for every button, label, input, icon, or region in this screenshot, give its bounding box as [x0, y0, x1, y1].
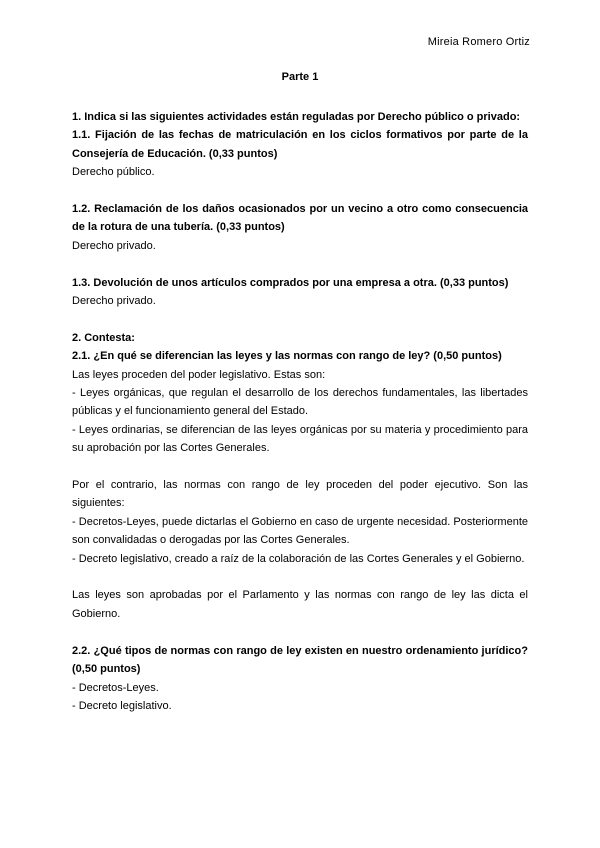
author-name: Mireia Romero Ortiz: [427, 36, 530, 48]
answer-2-2-item-2: - Decreto legislativo.: [72, 699, 172, 712]
section-1-heading: 1. Indica si las siguientes actividades están reguladas por Derecho público o privado:: [72, 111, 521, 123]
page-title: Parte 1: [281, 71, 319, 83]
answer-2-1-decree-laws: - Decretos-Leyes, puede dictarlas el Gobierno en caso de urgente necesidad. Posteriormente son convalidadas o derogadas por las Cortes Generales.: [72, 515, 528, 547]
question-2-1: 2.1. ¿En qué se diferencian las leyes y las normas con rango de ley? (0,50 puntos): [72, 350, 502, 363]
answer-1-1: Derecho público.: [72, 166, 155, 179]
answer-1-2: Derecho privado.: [72, 239, 156, 252]
answer-2-2-item-1: - Decretos-Leyes.: [72, 681, 159, 694]
section-2-heading: 2. Contesta:: [72, 331, 135, 344]
answer-1-3: Derecho privado.: [72, 295, 156, 308]
question-1-1: 1.1. Fijación de las fechas de matriculación en los ciclos formativos por parte de la Consejería de Educación. (0,33 puntos): [72, 129, 528, 160]
answer-2-1-organic-laws: - Leyes orgánicas, que regulan el desarrollo de los derechos fundamentales, las libertades públicas y el funcionamiento general del Estado.: [72, 387, 528, 418]
question-1-2: 1.2. Reclamación de los daños ocasionados por un vecino a otro como consecuencia de la rotura de una tubería. (0,33 puntos): [72, 203, 528, 234]
answer-2-1-legislative-decree: - Decreto legislativo, creado a raíz de la colaboración de las Cortes Generales y el Gobierno.: [72, 552, 525, 565]
document-body: [72, 108, 528, 715]
answer-2-1-conclusion: Las leyes son aprobadas por el Parlamento y las normas con rango de ley las dicta el Gobierno.: [72, 589, 528, 620]
question-2-2: 2.2. ¿Qué tipos de normas con rango de ley existen en nuestro ordenamiento jurídico? (0,50 puntos): [72, 644, 528, 676]
answer-2-1-ordinary-laws: - Leyes ordinarias, se diferencian de las leyes orgánicas por su materia y procedimiento para su aprobación por las Cortes Generales.: [72, 423, 528, 455]
question-1-3: 1.3. Devolución de unos artículos comprados por una empresa a otra. (0,33 puntos): [72, 276, 509, 289]
answer-2-1-intro: Las leyes proceden del poder legislativo. Estas son:: [72, 368, 326, 381]
answer-2-1-norms-intro: Por el contrario, las normas con rango de ley proceden del poder ejecutivo. Son las siguientes:: [72, 479, 528, 510]
